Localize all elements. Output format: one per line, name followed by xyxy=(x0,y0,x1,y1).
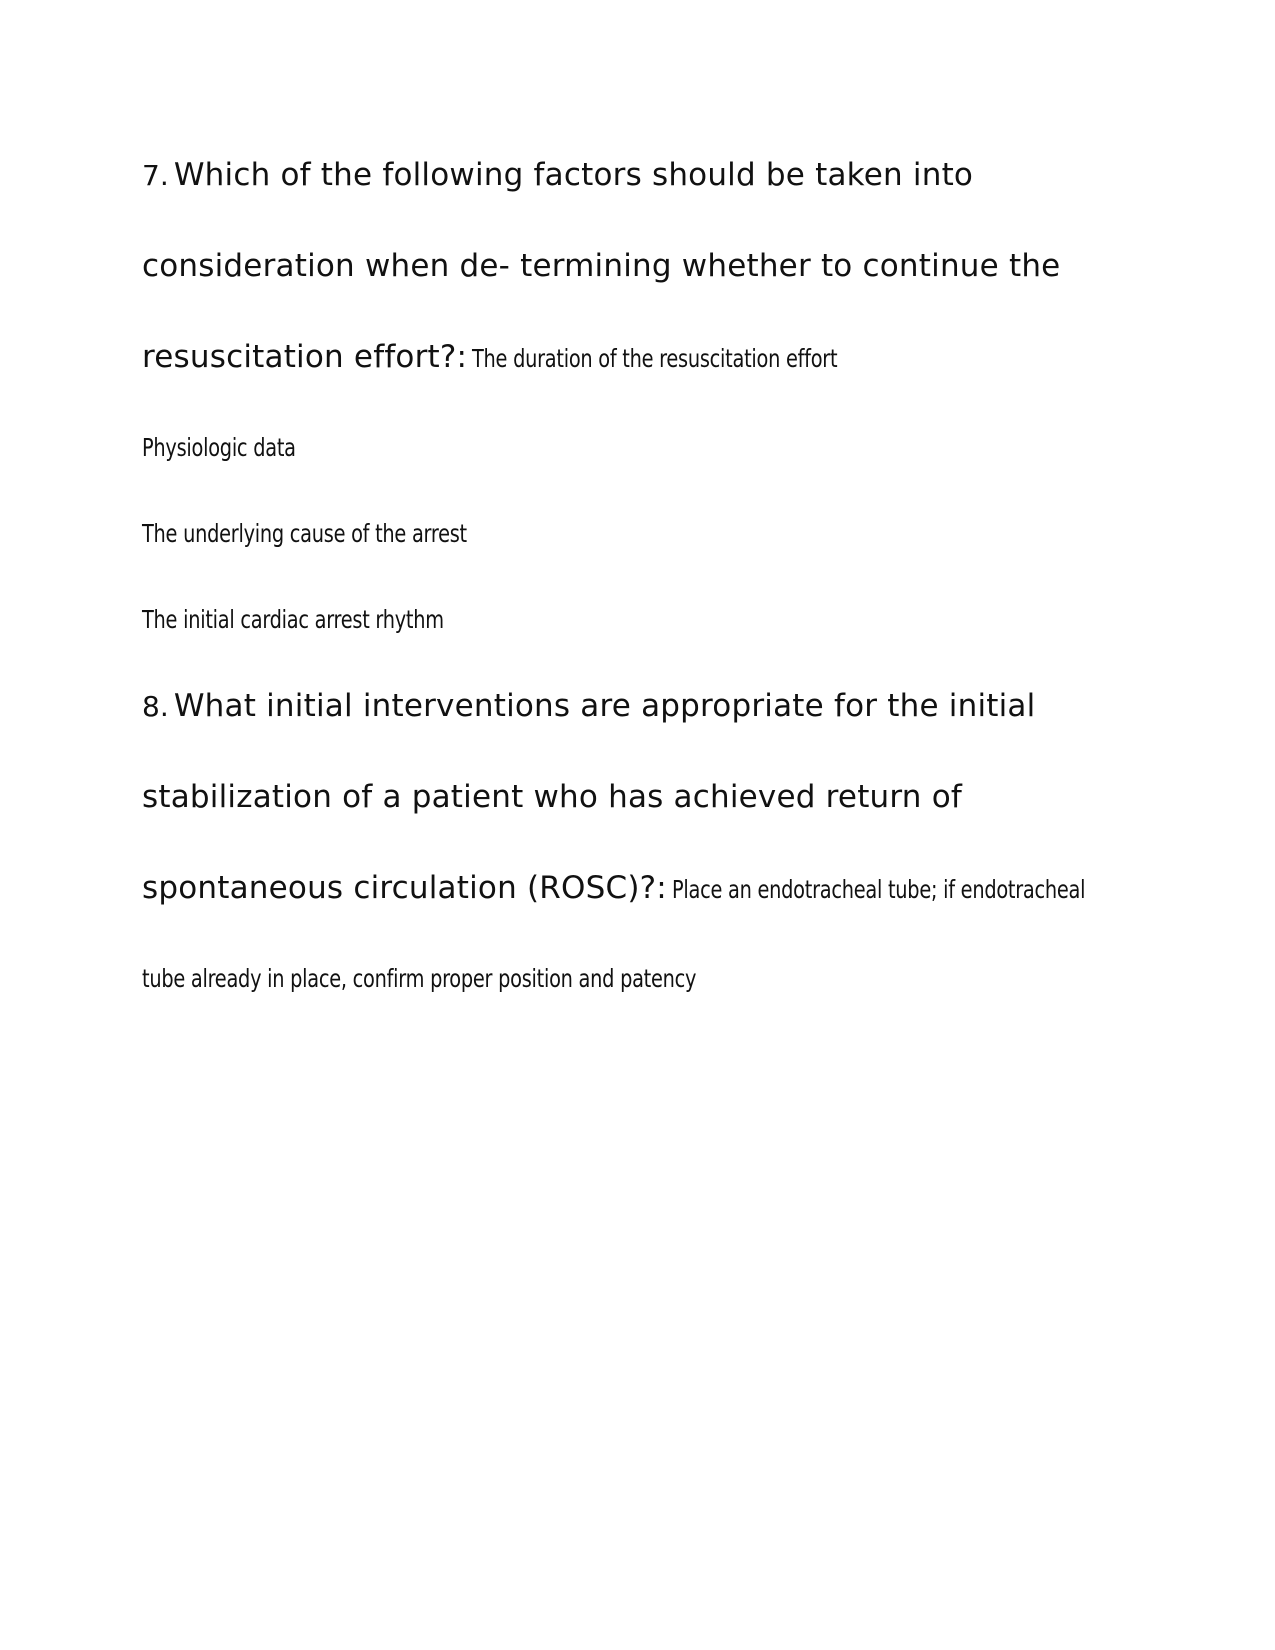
question-7-number: 7. xyxy=(142,159,169,192)
question-8-line-1 xyxy=(142,663,1102,754)
question-8-line-3 xyxy=(142,845,1102,936)
question-7-answer-line-1 xyxy=(142,405,1102,491)
question-block-8 xyxy=(142,663,1102,1022)
question-7-answer-inline: The duration of the resuscitation effort xyxy=(472,344,838,373)
question-8-answer-line-1 xyxy=(142,936,1102,1022)
question-7-answer-line-3 xyxy=(142,577,1102,663)
question-8-number: 8. xyxy=(142,690,169,723)
question-8-text-line-3: spontaneous circulation (ROSC)?: xyxy=(142,870,667,906)
question-8-text-line-2: stabilization of a patient who has achieved return of xyxy=(142,779,962,815)
question-7-answer-line-1-text: Physiologic data xyxy=(142,433,296,462)
question-block-7 xyxy=(142,132,1102,663)
question-8-answer-line-1-text: tube already in place, confirm proper position and patency xyxy=(142,964,697,993)
question-7-line-3 xyxy=(142,314,1102,405)
question-7-answer-line-2-text: The underlying cause of the arrest xyxy=(142,519,467,548)
question-8-answer-inline: Place an endotracheal tube; if endotracheal xyxy=(672,875,1086,904)
document-content xyxy=(142,132,1102,1022)
question-7-line-1 xyxy=(142,132,1102,223)
question-7-text-line-1: Which of the following factors should be taken into xyxy=(173,157,974,193)
question-7-text-line-2: consideration when de- termining whether to continue the xyxy=(142,248,1061,284)
question-7-text-line-3: resuscitation effort?: xyxy=(142,339,468,375)
question-7-line-2 xyxy=(142,223,1102,314)
question-7-answer-line-3-text: The initial cardiac arrest rhythm xyxy=(142,605,444,634)
question-8-text-line-1: What initial interventions are appropriate for the initial xyxy=(173,688,1036,724)
question-7-answer-line-2 xyxy=(142,491,1102,577)
question-8-line-2 xyxy=(142,754,1102,845)
